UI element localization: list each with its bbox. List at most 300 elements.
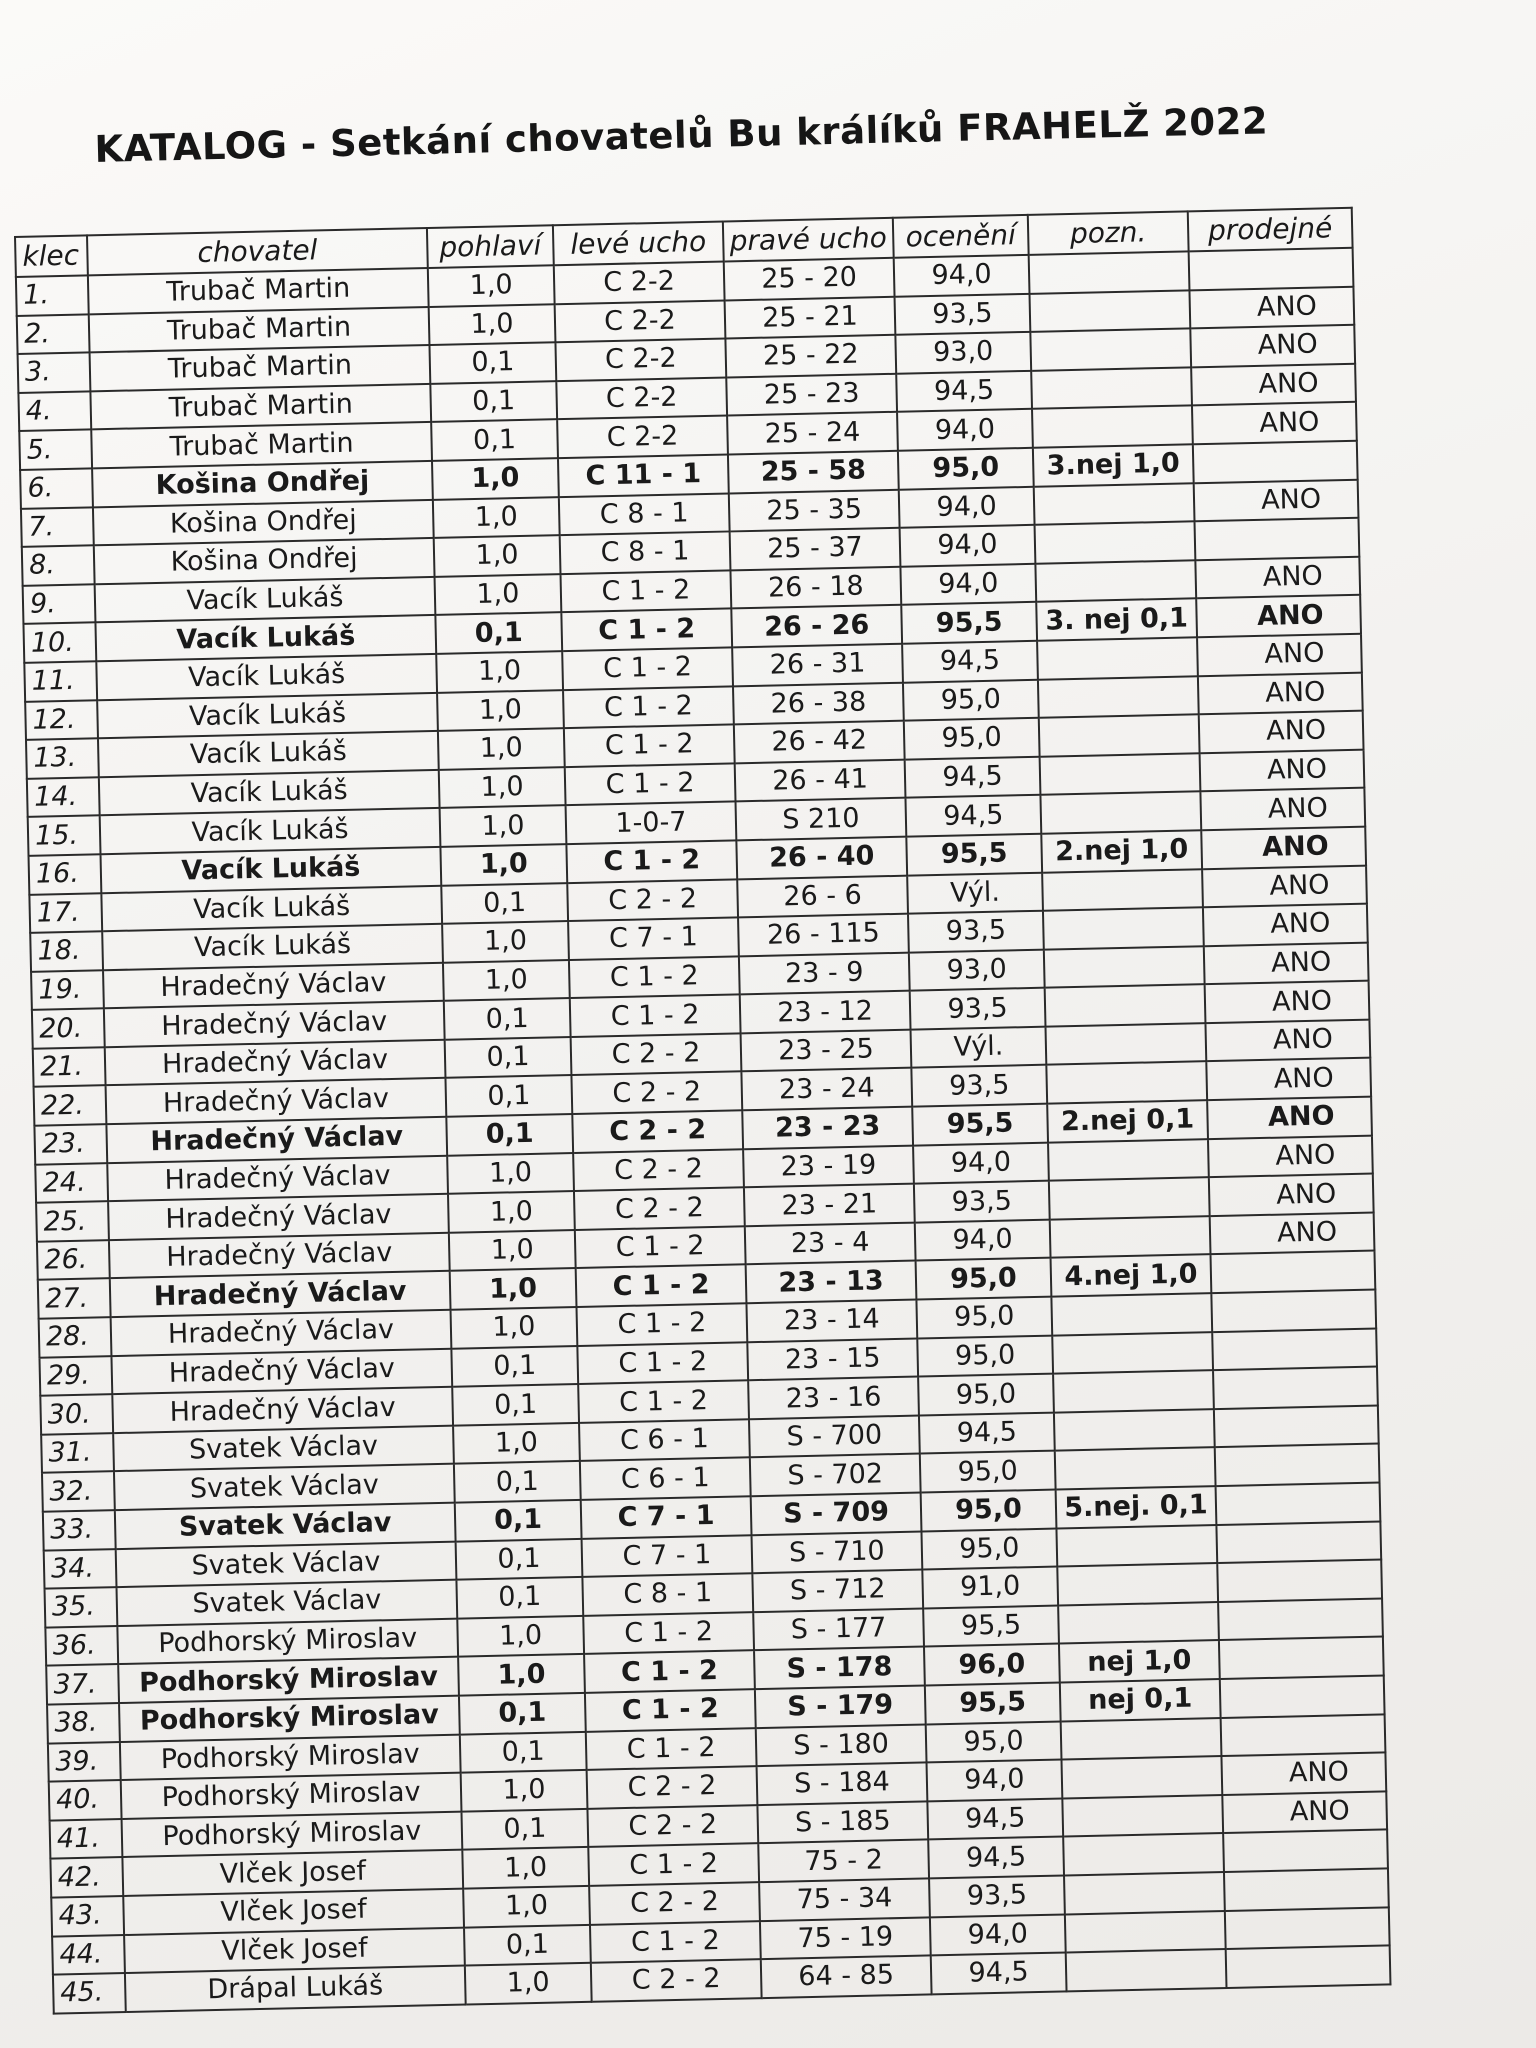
cell-leve-ucho: C 1 - 2 xyxy=(586,1728,757,1770)
cell-prave-ucho: 23 - 12 xyxy=(740,991,911,1033)
cell-oceneni: 94,0 xyxy=(899,486,1035,528)
cell-oceneni: 95,0 xyxy=(898,448,1034,490)
cell-pohlavi: 1,0 xyxy=(458,1654,585,1695)
cell-prave-ucho: 23 - 13 xyxy=(746,1261,917,1303)
cell-pozn xyxy=(1057,1563,1218,1605)
cell-oceneni: 93,5 xyxy=(929,1875,1065,1917)
cell-prave-ucho: 26 - 40 xyxy=(736,837,907,879)
cell-prodejne: ANO xyxy=(1192,402,1357,444)
cell-klec: 14. xyxy=(27,777,100,817)
cell-prave-ucho: 25 - 23 xyxy=(726,374,897,416)
cell-pohlavi: 0,1 xyxy=(444,998,571,1039)
cell-pohlavi: 0,1 xyxy=(452,1384,579,1425)
cell-klec: 43. xyxy=(51,1896,124,1936)
cell-leve-ucho: C 1 - 2 xyxy=(563,686,734,728)
cell-oceneni: 93,0 xyxy=(909,949,1045,991)
cell-prodejne: ANO xyxy=(1200,788,1365,830)
cell-leve-ucho: C 2-2 xyxy=(556,377,727,419)
cell-leve-ucho: C 7 - 1 xyxy=(582,1535,753,1577)
catalog-table xyxy=(14,207,1391,2015)
cell-prave-ucho: 23 - 25 xyxy=(741,1030,912,1072)
cell-pozn xyxy=(1044,946,1205,988)
cell-oceneni: 95,0 xyxy=(926,1721,1062,1763)
cell-prave-ucho: S - 712 xyxy=(752,1570,923,1612)
cell-pohlavi: 0,1 xyxy=(460,1731,587,1772)
cell-pozn xyxy=(1063,1833,1224,1875)
cell-klec: 8. xyxy=(22,545,95,585)
cell-prave-ucho: 25 - 58 xyxy=(728,451,899,493)
cell-prave-ucho: 23 - 14 xyxy=(746,1300,917,1342)
cell-chovatel: Hradečný Václav xyxy=(111,1348,452,1394)
cell-pozn xyxy=(1064,1872,1225,1914)
cell-prave-ucho: 25 - 37 xyxy=(730,528,901,570)
cell-pozn: nej 0,1 xyxy=(1060,1679,1221,1721)
cell-prave-ucho: S - 700 xyxy=(749,1415,920,1457)
cell-oceneni: 94,0 xyxy=(915,1219,1051,1261)
cell-leve-ucho: C 1 - 2 xyxy=(576,1265,747,1307)
cell-prodejne xyxy=(1220,1675,1385,1717)
cell-klec: 3. xyxy=(18,353,91,393)
cell-chovatel: Svatek Václav xyxy=(113,1426,454,1472)
cell-pohlavi: 0,1 xyxy=(455,1500,582,1541)
header-leve-ucho: levé ucho xyxy=(553,222,724,266)
cell-chovatel: Hradečný Václav xyxy=(103,963,444,1009)
cell-prodejne xyxy=(1211,1251,1376,1293)
cell-leve-ucho: C 8 - 1 xyxy=(582,1573,753,1615)
cell-pohlavi: 1,0 xyxy=(447,1153,574,1194)
cell-pozn xyxy=(1034,483,1195,525)
cell-oceneni: 94,5 xyxy=(905,756,1041,798)
cell-klec: 32. xyxy=(42,1472,115,1512)
cell-leve-ucho: C 11 - 1 xyxy=(558,454,729,496)
cell-pohlavi: 1,0 xyxy=(451,1307,578,1348)
cell-prave-ucho: 75 - 19 xyxy=(760,1917,931,1959)
cell-pohlavi: 0,1 xyxy=(435,612,562,653)
cell-klec: 1. xyxy=(16,275,89,315)
cell-prodejne xyxy=(1193,441,1358,483)
cell-prave-ucho: S - 178 xyxy=(754,1647,925,1689)
cell-prave-ucho: 23 - 9 xyxy=(739,952,910,994)
cell-prave-ucho: 26 - 38 xyxy=(733,682,904,724)
cell-prodejne: ANO xyxy=(1205,981,1370,1023)
cell-pozn xyxy=(1032,406,1193,448)
cell-chovatel: Trubač Martin xyxy=(88,268,429,314)
cell-chovatel: Svatek Václav xyxy=(117,1580,458,1626)
cell-pozn xyxy=(1043,907,1204,949)
cell-chovatel: Košina Ondřej xyxy=(94,538,435,584)
cell-prave-ucho: 26 - 26 xyxy=(731,605,902,647)
cell-oceneni: 95,0 xyxy=(916,1297,1052,1339)
cell-leve-ucho: C 1 - 2 xyxy=(575,1226,746,1268)
cell-prave-ucho: 26 - 42 xyxy=(734,721,905,763)
cell-pohlavi: 1,0 xyxy=(428,265,555,306)
cell-oceneni: 95,5 xyxy=(923,1605,1059,1647)
cell-prave-ucho: 26 - 115 xyxy=(738,914,909,956)
cell-pohlavi: 1,0 xyxy=(465,1963,592,2004)
cell-prave-ucho: 25 - 24 xyxy=(727,412,898,454)
cell-pohlavi: 0,1 xyxy=(456,1539,583,1580)
cell-klec: 36. xyxy=(45,1626,118,1666)
cell-prodejne xyxy=(1214,1405,1379,1447)
cell-pohlavi: 1,0 xyxy=(437,690,564,731)
cell-klec: 35. xyxy=(45,1587,118,1627)
cell-prodejne: ANO xyxy=(1195,556,1360,598)
cell-chovatel: Svatek Václav xyxy=(114,1464,455,1510)
cell-oceneni: 94,0 xyxy=(894,255,1030,297)
cell-prodejne: ANO xyxy=(1199,711,1364,753)
cell-prodejne xyxy=(1218,1598,1383,1640)
cell-chovatel: Hradečný Václav xyxy=(111,1310,452,1356)
cell-klec: 42. xyxy=(50,1857,123,1897)
cell-klec: 16. xyxy=(29,854,102,894)
cell-prodejne xyxy=(1217,1560,1382,1602)
cell-pozn xyxy=(1038,676,1199,718)
cell-oceneni: 91,0 xyxy=(922,1567,1058,1609)
cell-prave-ucho: 26 - 18 xyxy=(730,566,901,608)
header-pohlavi: pohlaví xyxy=(427,225,554,268)
cell-prodejne xyxy=(1216,1483,1381,1525)
cell-chovatel: Vacík Lukáš xyxy=(95,615,436,661)
cell-pohlavi: 0,1 xyxy=(430,381,557,422)
cell-klec: 12. xyxy=(25,700,98,740)
cell-leve-ucho: C 1 - 2 xyxy=(576,1303,747,1345)
cell-chovatel: Hradečný Václav xyxy=(104,1001,445,1047)
cell-pohlavi: 0,1 xyxy=(451,1346,578,1387)
cell-klec: 40. xyxy=(49,1780,122,1820)
cell-leve-ucho: C 2-2 xyxy=(555,300,726,342)
catalog-title: KATALOG - Setkání chovatelů Bu králíků FRAHELŽ 2022 xyxy=(94,99,1269,171)
cell-pozn xyxy=(1045,984,1206,1026)
cell-prodejne: ANO xyxy=(1209,1174,1374,1216)
cell-oceneni: 94,0 xyxy=(930,1914,1066,1956)
cell-pohlavi: 1,0 xyxy=(436,651,563,692)
cell-leve-ucho: C 1 - 2 xyxy=(566,840,737,882)
cell-oceneni: 93,5 xyxy=(910,988,1046,1030)
cell-prodejne xyxy=(1224,1868,1389,1910)
cell-oceneni: 95,0 xyxy=(918,1374,1054,1416)
cell-prodejne: ANO xyxy=(1221,1753,1386,1795)
cell-klec: 26. xyxy=(37,1240,110,1280)
cell-oceneni: 93,0 xyxy=(895,332,1031,374)
cell-prodejne: ANO xyxy=(1210,1212,1375,1254)
cell-oceneni: 95,0 xyxy=(920,1451,1056,1493)
cell-leve-ucho: C 1 - 2 xyxy=(561,570,732,612)
cell-oceneni: 94,5 xyxy=(928,1837,1064,1879)
cell-pozn xyxy=(1045,1023,1206,1065)
cell-klec: 27. xyxy=(38,1279,111,1319)
cell-pozn xyxy=(1053,1370,1214,1412)
cell-leve-ucho: C 1 - 2 xyxy=(561,609,732,651)
cell-oceneni: 95,0 xyxy=(903,679,1039,721)
cell-chovatel: Podhorský Miroslav xyxy=(122,1811,463,1857)
cell-pozn: 5.nej. 0,1 xyxy=(1056,1486,1217,1528)
cell-pozn xyxy=(1030,329,1191,371)
cell-oceneni: 93,5 xyxy=(914,1181,1050,1223)
cell-prave-ucho: 23 - 15 xyxy=(747,1338,918,1380)
cell-prodejne: ANO xyxy=(1197,634,1362,676)
cell-prodejne: ANO xyxy=(1191,364,1356,406)
cell-oceneni: 94,0 xyxy=(897,409,1033,451)
cell-leve-ucho: C 2 - 2 xyxy=(571,1033,742,1075)
cell-pohlavi: 1,0 xyxy=(443,960,570,1001)
cell-prodejne xyxy=(1216,1521,1381,1563)
cell-chovatel: Podhorský Miroslav xyxy=(118,1657,459,1703)
cell-klec: 41. xyxy=(50,1819,123,1859)
cell-prave-ucho: 75 - 2 xyxy=(758,1840,929,1882)
cell-chovatel: Podhorský Miroslav xyxy=(119,1696,460,1742)
cell-prodejne: ANO xyxy=(1196,595,1361,637)
cell-pozn xyxy=(1061,1718,1222,1760)
cell-oceneni: 95,5 xyxy=(906,834,1042,876)
cell-prodejne: ANO xyxy=(1190,325,1355,367)
cell-chovatel: Svatek Václav xyxy=(116,1541,457,1587)
cell-oceneni: 94,0 xyxy=(927,1760,1063,1802)
cell-klec: 24. xyxy=(35,1163,108,1203)
cell-klec: 10. xyxy=(23,623,96,663)
cell-prave-ucho: S - 702 xyxy=(750,1454,921,1496)
cell-pozn: 3.nej 1,0 xyxy=(1033,444,1194,486)
cell-prodejne xyxy=(1226,1946,1391,1988)
cell-prodejne: ANO xyxy=(1205,1019,1370,1061)
cell-pozn xyxy=(1037,637,1198,679)
cell-pozn xyxy=(1066,1949,1227,1991)
cell-pohlavi: 1,0 xyxy=(440,805,567,846)
cell-chovatel: Vacík Lukáš xyxy=(97,692,438,738)
cell-leve-ucho: C 1 - 2 xyxy=(565,763,736,805)
cell-prodejne: ANO xyxy=(1222,1791,1387,1833)
cell-prave-ucho: 26 - 31 xyxy=(732,644,903,686)
cell-pozn xyxy=(1054,1409,1215,1451)
cell-pozn xyxy=(1046,1062,1207,1104)
cell-prave-ucho: S - 179 xyxy=(755,1685,926,1727)
cell-klec: 31. xyxy=(41,1433,114,1473)
cell-leve-ucho: C 8 - 1 xyxy=(560,532,731,574)
cell-prodejne xyxy=(1189,248,1354,290)
cell-klec: 33. xyxy=(43,1510,116,1550)
cell-prave-ucho: 25 - 35 xyxy=(729,489,900,531)
cell-prave-ucho: 26 - 6 xyxy=(737,875,908,917)
cell-leve-ucho: C 2 - 2 xyxy=(567,879,738,921)
cell-leve-ucho: C 1 - 2 xyxy=(590,1921,761,1963)
cell-pozn xyxy=(1042,869,1203,911)
cell-klec: 9. xyxy=(23,584,96,624)
cell-leve-ucho: C 2 - 2 xyxy=(587,1805,758,1847)
cell-pozn xyxy=(1062,1795,1223,1837)
cell-klec: 15. xyxy=(28,816,101,856)
cell-pozn xyxy=(1031,367,1192,409)
cell-pozn xyxy=(1029,290,1190,332)
cell-leve-ucho: C 1 - 2 xyxy=(584,1651,755,1693)
cell-pozn: nej 1,0 xyxy=(1059,1640,1220,1682)
cell-prodejne xyxy=(1219,1637,1384,1679)
cell-chovatel: Podhorský Miroslav xyxy=(120,1734,461,1780)
header-oceneni: ocenění xyxy=(893,215,1029,258)
cell-leve-ucho: C 6 - 1 xyxy=(579,1419,750,1461)
cell-pohlavi: 0,1 xyxy=(461,1809,588,1850)
cell-prave-ucho: 64 - 85 xyxy=(761,1956,932,1998)
cell-prave-ucho: 25 - 20 xyxy=(724,258,895,300)
cell-klec: 18. xyxy=(30,931,103,971)
cell-chovatel: Trubač Martin xyxy=(90,384,431,430)
cell-oceneni: 93,5 xyxy=(908,911,1044,953)
cell-pohlavi: 0,1 xyxy=(429,342,556,383)
cell-prodejne: ANO xyxy=(1201,827,1366,869)
cell-chovatel: Vacík Lukáš xyxy=(101,885,442,931)
cell-prave-ucho: S - 177 xyxy=(753,1608,924,1650)
cell-chovatel: Vlček Josef xyxy=(122,1850,463,1896)
cell-pohlavi: 0,1 xyxy=(464,1924,591,1965)
cell-prodejne: ANO xyxy=(1198,672,1363,714)
cell-leve-ucho: C 2 - 2 xyxy=(587,1766,758,1808)
cell-oceneni: 95,5 xyxy=(912,1104,1048,1146)
cell-pozn xyxy=(1040,753,1201,795)
cell-pohlavi: 0,1 xyxy=(445,1037,572,1078)
cell-prave-ucho: 23 - 4 xyxy=(745,1222,916,1264)
cell-pozn xyxy=(1061,1756,1222,1798)
cell-prave-ucho: S - 710 xyxy=(752,1531,923,1573)
cell-pozn xyxy=(1048,1139,1209,1181)
cell-leve-ucho: C 6 - 1 xyxy=(580,1458,751,1500)
cell-chovatel: Vacík Lukáš xyxy=(98,731,439,777)
cell-chovatel: Trubač Martin xyxy=(90,345,431,391)
cell-chovatel: Vacík Lukáš xyxy=(96,654,437,700)
cell-pohlavi: 1,0 xyxy=(442,921,569,962)
cell-leve-ucho: C 2-2 xyxy=(557,416,728,458)
cell-pozn xyxy=(1052,1332,1213,1374)
cell-oceneni: 94,0 xyxy=(900,525,1036,567)
cell-klec: 13. xyxy=(26,738,99,778)
table-body xyxy=(16,248,1391,2013)
cell-leve-ucho: C 1 - 2 xyxy=(577,1342,748,1384)
cell-prave-ucho: 23 - 23 xyxy=(742,1107,913,1149)
cell-chovatel: Vlček Josef xyxy=(123,1889,464,1935)
cell-leve-ucho: C 1 - 2 xyxy=(588,1843,759,1885)
cell-pohlavi: 0,1 xyxy=(441,883,568,924)
cell-oceneni: 94,5 xyxy=(931,1953,1067,1995)
cell-pozn xyxy=(1051,1293,1212,1335)
cell-leve-ucho: C 2 - 2 xyxy=(589,1882,760,1924)
cell-klec: 22. xyxy=(34,1086,107,1126)
cell-prodejne: ANO xyxy=(1206,1058,1371,1100)
cell-pozn xyxy=(1049,1177,1210,1219)
cell-klec: 37. xyxy=(46,1664,119,1704)
cell-klec: 11. xyxy=(24,661,97,701)
cell-klec: 19. xyxy=(31,970,104,1010)
cell-klec: 4. xyxy=(18,391,91,431)
cell-pozn xyxy=(1056,1525,1217,1567)
cell-prave-ucho: 25 - 22 xyxy=(725,335,896,377)
cell-oceneni: 94,5 xyxy=(905,795,1041,837)
cell-pohlavi: 1,0 xyxy=(440,844,567,885)
cell-pozn xyxy=(1029,251,1190,293)
cell-prodejne xyxy=(1215,1444,1380,1486)
cell-klec: 28. xyxy=(39,1317,112,1357)
cell-leve-ucho: C 2-2 xyxy=(554,262,725,304)
cell-prave-ucho: 25 - 21 xyxy=(725,296,896,338)
cell-chovatel: Vlček Josef xyxy=(124,1927,465,1973)
cell-leve-ucho: C 1 - 2 xyxy=(585,1689,756,1731)
cell-klec: 21. xyxy=(33,1047,106,1087)
cell-pohlavi: 1,0 xyxy=(435,574,562,615)
cell-prodejne: ANO xyxy=(1200,749,1365,791)
cell-leve-ucho: C 2 - 2 xyxy=(591,1959,762,2001)
cell-chovatel: Vacík Lukáš xyxy=(99,770,440,816)
cell-pohlavi: 1,0 xyxy=(448,1191,575,1232)
cell-klec: 45. xyxy=(53,1973,126,2013)
cell-pohlavi: 0,1 xyxy=(456,1577,583,1618)
cell-chovatel: Košina Ondřej xyxy=(92,461,433,507)
cell-oceneni: 94,5 xyxy=(902,641,1038,683)
cell-oceneni: 95,0 xyxy=(921,1528,1057,1570)
cell-pohlavi: 1,0 xyxy=(457,1616,584,1657)
cell-prave-ucho: 23 - 19 xyxy=(743,1145,914,1187)
cell-pohlavi: 0,1 xyxy=(446,1114,573,1155)
cell-leve-ucho: C 1 - 2 xyxy=(578,1380,749,1422)
cell-chovatel: Trubač Martin xyxy=(89,307,430,353)
cell-leve-ucho: C 7 - 1 xyxy=(568,917,739,959)
header-klec: klec xyxy=(15,235,88,277)
cell-pozn xyxy=(1065,1911,1226,1953)
cell-pozn: 3. nej 0,1 xyxy=(1036,599,1197,641)
cell-pozn: 4.nej 1,0 xyxy=(1051,1255,1212,1297)
cell-oceneni: 94,0 xyxy=(900,564,1036,606)
cell-chovatel: Trubač Martin xyxy=(91,422,432,468)
cell-oceneni: 95,5 xyxy=(901,602,1037,644)
cell-leve-ucho: C 7 - 1 xyxy=(581,1496,752,1538)
cell-klec: 17. xyxy=(29,893,102,933)
cell-pohlavi: 0,1 xyxy=(454,1461,581,1502)
cell-prave-ucho: 75 - 34 xyxy=(759,1878,930,1920)
cell-oceneni: 95,0 xyxy=(904,718,1040,760)
cell-pozn xyxy=(1040,792,1201,834)
cell-prave-ucho: S - 184 xyxy=(757,1763,928,1805)
header-prave-ucho: pravé ucho xyxy=(723,218,894,262)
cell-prodejne xyxy=(1212,1328,1377,1370)
cell-oceneni: 96,0 xyxy=(924,1644,1060,1686)
cell-klec: 30. xyxy=(40,1394,113,1434)
cell-leve-ucho: C 8 - 1 xyxy=(559,493,730,535)
cell-prodejne xyxy=(1213,1367,1378,1409)
cell-pozn xyxy=(1039,714,1200,756)
cell-prodejne: ANO xyxy=(1202,865,1367,907)
cell-oceneni: 95,0 xyxy=(921,1490,1057,1532)
cell-chovatel: Hradečný Václav xyxy=(106,1078,447,1124)
cell-prave-ucho: S - 185 xyxy=(757,1801,928,1843)
cell-pohlavi: 0,1 xyxy=(459,1693,586,1734)
cell-chovatel: Vacík Lukáš xyxy=(102,924,443,970)
cell-leve-ucho: C 2-2 xyxy=(555,339,726,381)
cell-oceneni: 95,5 xyxy=(925,1682,1061,1724)
cell-leve-ucho: C 2 - 2 xyxy=(572,1110,743,1152)
cell-klec: 34. xyxy=(44,1549,117,1589)
cell-prodejne: ANO xyxy=(1204,942,1369,984)
cell-oceneni: Výl. xyxy=(907,872,1043,914)
cell-chovatel: Hradečný Václav xyxy=(109,1233,450,1279)
cell-klec: 7. xyxy=(21,507,94,547)
cell-pohlavi: 0,1 xyxy=(431,420,558,461)
cell-chovatel: Hradečný Václav xyxy=(110,1271,451,1317)
cell-pohlavi: 1,0 xyxy=(462,1847,589,1888)
cell-chovatel: Hradečný Václav xyxy=(107,1155,448,1201)
cell-klec: 44. xyxy=(52,1935,125,1975)
cell-leve-ucho: C 1 - 2 xyxy=(583,1612,754,1654)
cell-chovatel: Vacík Lukáš xyxy=(100,808,441,854)
cell-leve-ucho: C 1 - 2 xyxy=(570,995,741,1037)
header-chovatel: chovatel xyxy=(87,228,428,275)
cell-leve-ucho: C 1 - 2 xyxy=(564,725,735,767)
cell-klec: 23. xyxy=(34,1124,107,1164)
cell-leve-ucho: C 2 - 2 xyxy=(573,1149,744,1191)
